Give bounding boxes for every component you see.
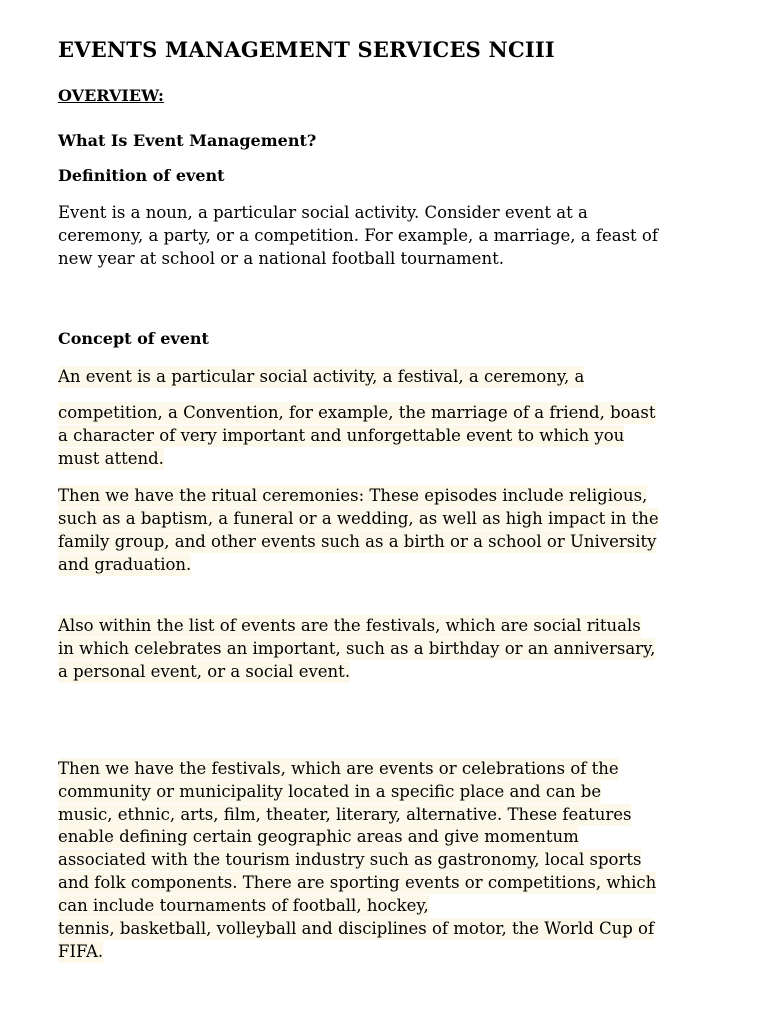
ritual-line: such as a baptism, a funeral or a wedding, as well as high impact in the bbox=[58, 509, 659, 528]
community-line: tennis, basketball, volleyball and disciplines of motor, the World Cup of bbox=[58, 919, 655, 938]
festivals-line: Also within the list of events are the festivals, which are social rituals bbox=[58, 616, 641, 635]
definition-line: new year at school or a national football tournament. bbox=[58, 249, 504, 268]
definition-heading: Definition of event bbox=[58, 166, 225, 185]
ritual-line: and graduation. bbox=[58, 555, 192, 574]
community-line: music, ethnic, arts, film, theater, literary, alternative. These features bbox=[58, 805, 632, 824]
community-line: enable defining certain geographic areas and give momentum bbox=[58, 827, 579, 846]
concept-heading: Concept of event bbox=[58, 329, 209, 348]
community-line: FIFA. bbox=[58, 942, 104, 961]
ritual-line: family group, and other events such as a birth or a school or University bbox=[58, 532, 657, 551]
overview-label: OVERVIEW: bbox=[58, 86, 164, 105]
definition-line: Event is a noun, a particular social activity. Consider event at a bbox=[58, 203, 588, 222]
definition-line: ceremony, a party, or a competition. For example, a marriage, a feast of bbox=[58, 226, 658, 245]
community-line: can include tournaments of football, hockey, bbox=[58, 896, 429, 915]
concept-line: must attend. bbox=[58, 449, 164, 468]
concept-line: competition, a Convention, for example, the marriage of a friend, boast bbox=[58, 403, 656, 422]
what-is-heading: What Is Event Management? bbox=[58, 131, 317, 150]
community-line: Then we have the festivals, which are events or celebrations of the bbox=[58, 759, 619, 778]
community-line: and folk components. There are sporting events or competitions, which bbox=[58, 873, 657, 892]
festivals-line: a personal event, or a social event. bbox=[58, 662, 351, 681]
document-title: EVENTS MANAGEMENT SERVICES NCIII bbox=[58, 37, 555, 62]
ritual-line: Then we have the ritual ceremonies: These episodes include religious, bbox=[58, 486, 648, 505]
community-line: associated with the tourism industry such as gastronomy, local sports bbox=[58, 850, 642, 869]
festivals-line: in which celebrates an important, such as a birthday or an anniversary, bbox=[58, 639, 656, 658]
concept-line: An event is a particular social activity, a festival, a ceremony, a bbox=[58, 367, 585, 386]
concept-line: a character of very important and unforgettable event to which you bbox=[58, 426, 625, 445]
community-line: community or municipality located in a specific place and can be bbox=[58, 782, 602, 801]
